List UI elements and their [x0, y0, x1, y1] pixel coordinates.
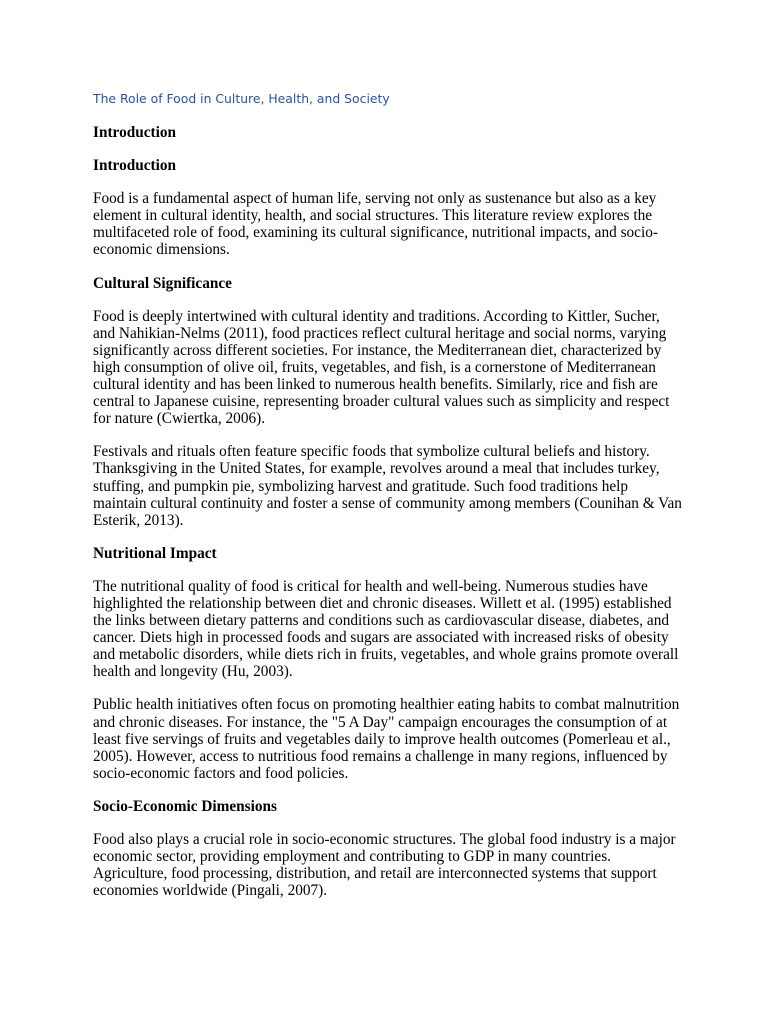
socio-economic-paragraph-1: Food also plays a crucial role in socio-economic structures. The global food industry is a major economic sector, providing employment and contributing to GDP in many countries. Agriculture, food processing, distribution, and retail are interconnected systems that support economies worldwide (Pingali, 2007). — [93, 831, 676, 900]
section-heading-nutritional-impact: Nutritional Impact — [93, 544, 217, 562]
document-body — [93, 124, 683, 915]
section-heading-introduction: Introduction — [93, 124, 177, 141]
section-heading-socio-economic: Socio-Economic Dimensions — [93, 797, 277, 815]
cultural-paragraph-1: Food is deeply intertwined with cultural identity and traditions. According to Kittler, Sucher, and Nahikian-Nelms (2011), food practices reflect cultural heritage and social norms, varying significantly across different societies. For instance, the Mediterranean diet, characterized by high consumption of olive oil, fruits, vegetables, and fish, is a cornerstone of Mediterranean cultural identity and has been linked to numerous health benefits. Similarly, rice and fish are central to Japanese cuisine, representing broader cultural values such as simplicity and respect for nature (Cwiertka, 2006). — [93, 307, 670, 428]
nutrition-paragraph-1: The nutritional quality of food is critical for health and well-being. Numerous studies have highlighted the relationship between diet and chronic diseases. Willett et al. (1995) established the links between dietary patterns and conditions such as cardiovascular disease, diabetes, and cancer. Diets high in processed foods and sugars are associated with increased risks of obesity and metabolic disorders, while diets rich in fruits, vegetables, and whole grains promote overall health and longevity (Hu, 2003). — [93, 577, 679, 681]
nutrition-paragraph-2: Public health initiatives often focus on promoting healthier eating habits to combat malnutrition and chronic diseases. For instance, the "5 A Day" campaign encourages the consumption of at least five servings of fruits and vegetables daily to improve health outcomes (Pomerleau et al., 2005). However, access to nutritious food remains a challenge in many regions, influenced by socio-economic factors and food policies. — [93, 696, 680, 782]
document-title: The Role of Food in Culture, Health, and Society — [93, 91, 390, 106]
cultural-paragraph-2: Festivals and rituals often feature specific foods that symbolize cultural beliefs and history. Thanksgiving in the United States, for example, revolves around a meal that includes turkey, stuffing, and pumpkin pie, symbolizing harvest and gratitude. Such food traditions help maintain cultural continuity and foster a sense of community among members (Counihan & Van Esterik, 2013). — [93, 443, 682, 529]
section-heading-cultural-significance: Cultural Significance — [93, 274, 232, 292]
section-heading-introduction-repeat: Introduction — [93, 157, 177, 175]
intro-paragraph: Food is a fundamental aspect of human life, serving not only as sustenance but also as a key element in cultural identity, health, and social structures. This literature review explores the multifaceted role of food, examining its cultural significance, nutritional impacts, and socio-economic dimensions. — [93, 190, 658, 259]
